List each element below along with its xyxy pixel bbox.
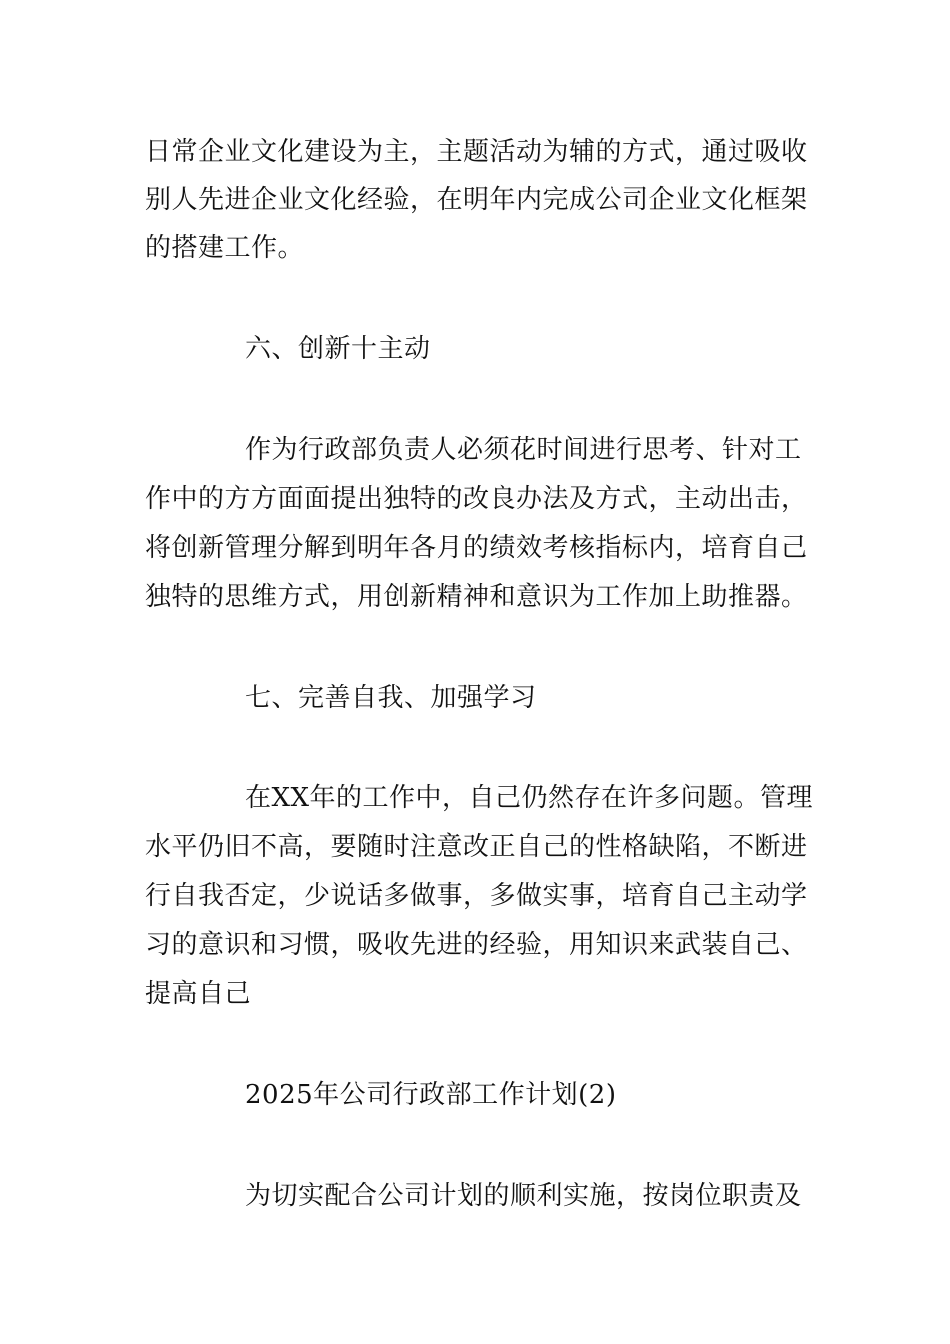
paragraph-line: 提高自己 [145,979,252,1009]
paragraph-line: 在XX年的工作中，自己仍然存在许多问题。管理 [245,783,814,813]
paragraph-line: 的搭建工作。 [145,233,305,263]
paragraph-line: 行自我否定，少说话多做事，多做实事，培育自己主动学 [145,881,808,911]
paragraph-line: 作中的方方面面提出独特的改良办法及方式，主动出击， [145,484,808,514]
document-title: 2025年公司行政部工作计划(2) [245,1080,617,1110]
paragraph-line: 水平仍旧不高，要随时注意改正自己的性格缺陷，不断进 [145,832,808,862]
paragraph-line: 作为行政部负责人必须花时间进行思考、针对工 [245,435,802,465]
paragraph-line: 独特的思维方式，用创新精神和意识为工作加上助推器。 [145,582,808,612]
paragraph-line: 日常企业文化建设为主，主题活动为辅的方式，通过吸收 [145,137,808,167]
paragraph-line: 为切实配合公司计划的顺利实施，按岗位职责及 [245,1181,802,1211]
paragraph-line: 将创新管理分解到明年各月的绩效考核指标内，培育自己 [145,533,808,563]
paragraph-line: 别人先进企业文化经验，在明年内完成公司企业文化框架 [145,185,808,215]
section-heading: 六、创新十主动 [245,334,431,364]
section-heading: 七、完善自我、加强学习 [245,683,537,713]
paragraph-line: 习的意识和习惯，吸收先进的经验，用知识来武装自己、 [145,930,808,960]
